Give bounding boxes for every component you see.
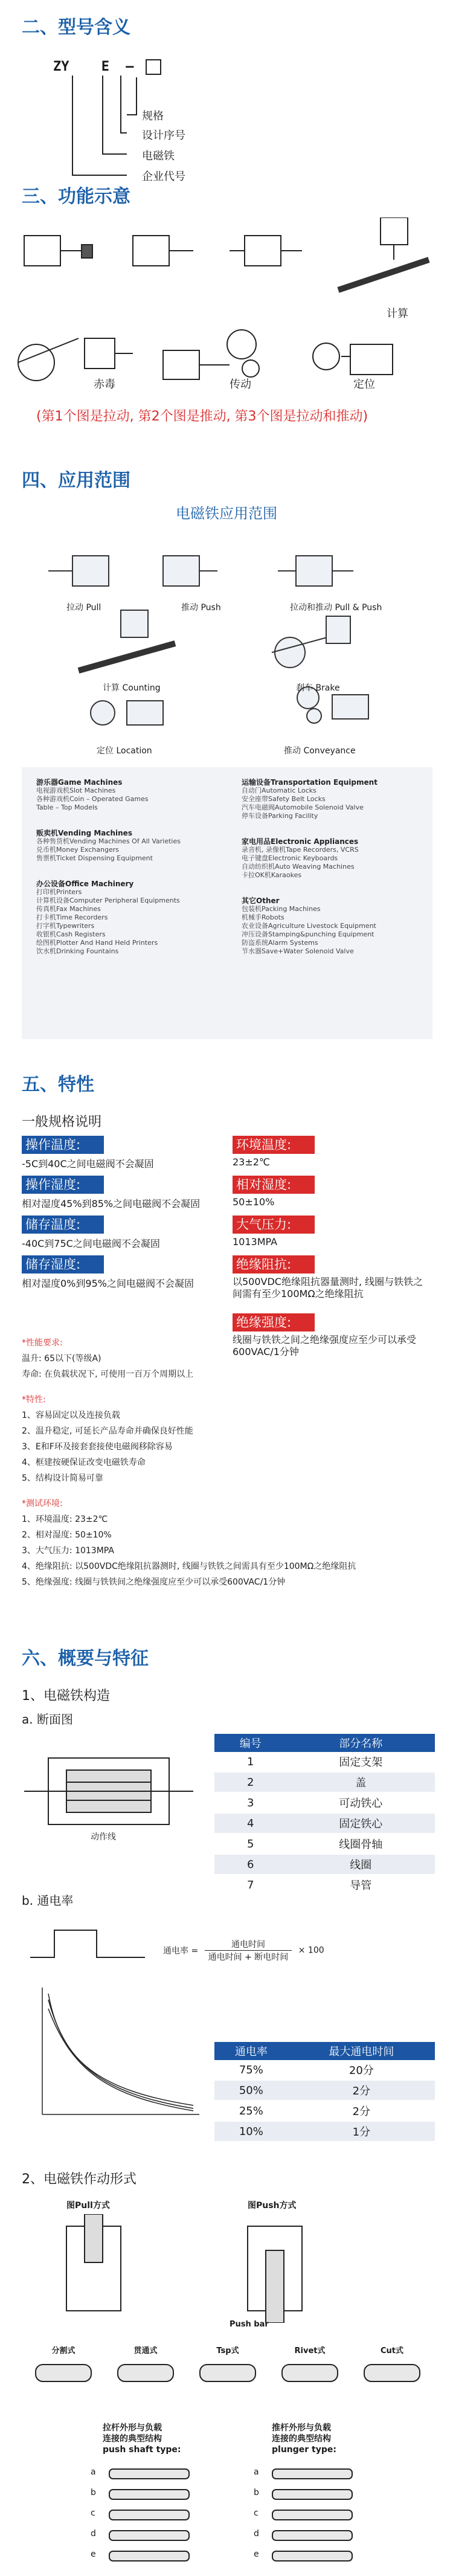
plunger-type-letter: a [91, 2467, 96, 2477]
application-group-item: 绘图机Plotter And Hand Held Printers [36, 939, 158, 947]
parts-name-cell: 固定铁心 [286, 1813, 435, 1834]
parts-row [214, 1752, 435, 1772]
app-caption-pull: 拉动 Pull [66, 603, 101, 613]
plunger-type-row [254, 2506, 374, 2523]
applications-diagrams [24, 532, 435, 731]
perf-item: 温升: 65以下(等级A) [22, 1354, 101, 1364]
parts-row [214, 1854, 435, 1875]
duty-table [214, 2042, 435, 2142]
pull-struct-line: push shaft type: [103, 2445, 181, 2455]
application-group-item: 防盗系统Alarm Systems [242, 939, 318, 947]
shaft-type-label: 贯通式 [133, 2346, 158, 2355]
shaft-type [271, 2344, 349, 2382]
section-characteristics [0, 1069, 453, 1643]
spec-right-head: 相对湿度: [233, 1176, 315, 1194]
model-label-spec: 规格 [142, 110, 164, 123]
shaft-type-label: Cut式 [380, 2346, 403, 2355]
duty-time-cell: 2分 [288, 2101, 435, 2121]
shaft-type-icon [199, 2364, 256, 2382]
model-prefix: ZY [53, 59, 69, 74]
feat-item: 5、结构设计简易可靠 [22, 1473, 103, 1483]
application-group-item: 售票机Ticket Dispensing Equipment [36, 854, 153, 862]
application-group-head: 游乐器Game Machines [36, 778, 123, 787]
plunger-shape [109, 2468, 190, 2479]
test-head: *测试环境: [22, 1499, 63, 1509]
plunger-type-row [91, 2547, 211, 2564]
push-struct-text [272, 2423, 336, 2455]
application-group-item: 机械手Robots [242, 913, 284, 921]
cross-section-diagram [24, 1734, 205, 1843]
push-struct-line: 连接的典型结构 [272, 2434, 331, 2444]
spec-right-value: 23±2℃ [233, 1156, 270, 1168]
perf-item: 寿命: 在负载状况下, 可使用一百万个周期以上 [22, 1370, 194, 1379]
shaft-type-icon [35, 2364, 92, 2382]
section-title: 四、应用范围 [22, 470, 130, 491]
parts-name-cell: 线圈 [286, 1854, 435, 1875]
parts-name-cell: 可动铁心 [286, 1792, 435, 1813]
parts-row [214, 1792, 435, 1813]
pull-struct-line: 拉杆外形与负载 [103, 2423, 162, 2433]
application-group [242, 897, 435, 956]
spec-right-head: 环境温度: [233, 1136, 315, 1154]
plunger-type-row [254, 2526, 374, 2543]
duty-curve [24, 1982, 205, 2133]
plunger-shape [272, 2530, 353, 2541]
plunger-type-row [254, 2547, 374, 2564]
section-title: 三、功能示意 [22, 186, 130, 207]
application-group [242, 837, 435, 880]
duty-rate-cell: 25% [214, 2101, 288, 2121]
duty-header-time: 最大通电时间 [288, 2042, 435, 2060]
plunger-type-letter: b [91, 2488, 96, 2497]
plunger-shape [272, 2468, 353, 2479]
cross-section-subtitle: a. 断面图 [22, 1712, 73, 1727]
application-group-item: 汽车电磁阀Automobile Solenoid Valve [242, 803, 364, 811]
parts-header-no: 编号 [214, 1734, 286, 1752]
perf-head: *性能要求: [22, 1338, 63, 1348]
application-group-head: 运输设备Transportation Equipment [242, 778, 378, 787]
application-group [36, 778, 230, 812]
parts-no-cell: 1 [214, 1752, 286, 1772]
model-dash: – [126, 59, 134, 74]
spec-right-value: 以500VDC绝缘阻抗器量测时, 线圈与铁铁之间需有至少100MΩ之绝缘阻抗 [233, 1276, 423, 1299]
application-group-head: 其它Other [242, 897, 280, 905]
structure-subtitle: 1、电磁铁构造 [22, 1689, 110, 1704]
application-group-item: 自动门Automatic Locks [242, 787, 316, 794]
parts-table [214, 1734, 435, 1896]
application-group-item: 饮水机Drinking Fountains [36, 947, 119, 955]
parts-no-cell: 7 [214, 1875, 286, 1895]
spec-right-head: 绝缘阻抗: [233, 1255, 315, 1274]
application-group [36, 829, 230, 863]
shaft-types-row [24, 2344, 435, 2410]
application-group-item: Table – Top Models [36, 803, 98, 811]
application-group-item: 包装机Packing Machines [242, 905, 321, 913]
parts-no-cell: 5 [214, 1834, 286, 1854]
duty-row [214, 2080, 435, 2101]
application-group [36, 880, 230, 956]
model-label-company: 企业代号 [142, 170, 185, 183]
application-group-item: 自动纺织机Auto Weaving Machines [242, 863, 355, 871]
shaft-type-label: Rivet式 [294, 2346, 326, 2355]
shaft-type [24, 2344, 103, 2382]
feat-item: 3、E和F环及接套套接使电磁阀移除容易 [22, 1442, 173, 1452]
pull-push-diagrams [24, 2214, 435, 2323]
plunger-type-letter: a [254, 2467, 259, 2477]
plunger-shape [109, 2489, 190, 2500]
feat-item: 2、温升稳定, 可延长产品寿命并确保良好性能 [22, 1426, 193, 1436]
duty-time-cell: 1分 [288, 2121, 435, 2142]
app-caption-location: 定位 Location [97, 746, 152, 756]
plunger-shape [272, 2551, 353, 2562]
test-item: 2、相对湿度: 50±10% [22, 1530, 112, 1540]
application-group-item: 农业设备Agriculture Livestock Equipment [242, 922, 376, 930]
plunger-type-letter: d [91, 2529, 96, 2539]
shaft-type-icon [364, 2364, 420, 2382]
test-item: 3、大气压力: 1013MPA [22, 1546, 114, 1556]
push-struct-line: plunger type: [272, 2445, 336, 2455]
plunger-type-letter: e [91, 2549, 96, 2559]
action-subtitle: 2、电磁铁作动形式 [22, 2172, 137, 2187]
application-group-item: 收银机Cash Registers [36, 930, 106, 938]
duty-header-rate: 通电率 [214, 2042, 288, 2060]
parts-no-cell: 4 [214, 1813, 286, 1834]
section-model-meaning [0, 0, 453, 181]
plunger-types [0, 2465, 453, 2574]
section-title: 二、型号含义 [22, 17, 130, 38]
duty-rate-cell: 75% [214, 2060, 288, 2080]
shaft-type [353, 2344, 431, 2382]
pushbar-label: Push bar [230, 2320, 269, 2329]
application-group-head: 贩卖机Vending Machines [36, 829, 132, 837]
application-group-item: 打印机Printers [36, 888, 82, 896]
plunger-type-row [91, 2526, 211, 2543]
formula-fraction [205, 1938, 292, 1963]
app-caption-conveyance: 推动 Conveyance [284, 746, 356, 756]
spec-left-head: 操作温度: [22, 1136, 104, 1154]
parts-header-name: 部分名称 [286, 1734, 435, 1752]
plunger-shape [109, 2510, 190, 2520]
plunger-shape [109, 2551, 190, 2562]
parts-row [214, 1875, 435, 1895]
application-group-item: 卡拉OK机Karaokes [242, 871, 302, 879]
applications-panel-title: 电磁铁应用范围 [176, 505, 277, 522]
test-item: 1、环境温度: 23±2℃ [22, 1515, 108, 1524]
spec-left-value: 相对湿度0%到95%之间电磁阀不会凝固 [22, 1278, 194, 1289]
shaft-type [188, 2344, 267, 2382]
pull-struct-text [103, 2423, 181, 2455]
application-group-item: 录音机, 录像机Tape Recorders, VCRS [242, 846, 359, 854]
formula-times: × 100 [298, 1945, 324, 1956]
spec-left-head: 储存湿度: [22, 1255, 104, 1274]
spec-right-value: 线圈与铁铁之间之绝缘强度应至少可以承受600VAC/1分钟 [233, 1334, 417, 1357]
parts-no-cell: 3 [214, 1792, 286, 1813]
parts-name-cell: 导管 [286, 1875, 435, 1895]
pull-label: 图Pull方式 [66, 2201, 110, 2211]
shaft-type-icon [281, 2364, 338, 2382]
section-title: 五、特性 [22, 1074, 94, 1095]
application-group-item: 冲压设备Stamping&punching Equipment [242, 930, 374, 938]
application-group-item: 电视游戏机Slot Machines [36, 787, 116, 794]
perf-block [22, 1335, 356, 1590]
app-caption-pullpush: 拉动和推动 Pull & Push [290, 603, 382, 613]
duty-rate-cell: 50% [214, 2080, 288, 2101]
duty-rate-cell: 10% [214, 2121, 288, 2142]
parts-row [214, 1834, 435, 1854]
application-group-item: 打字机Typewriters [36, 922, 95, 930]
caption-brake: 赤毒 [94, 378, 115, 391]
application-group-head: 办公设备Office Machinery [36, 880, 134, 888]
app-caption-counting: 计算 Counting [103, 683, 161, 693]
application-group-item: 节水器Save+Water Solenoid Valve [242, 947, 354, 955]
application-group-item: 停车设备Parking Facility [242, 812, 318, 820]
duty-time-cell: 20分 [288, 2060, 435, 2080]
spec-left-head: 储存温度: [22, 1216, 104, 1234]
function-note: (第1个图是拉动, 第2个图是推动, 第3个图是拉动和推动) [36, 409, 368, 424]
section-function [0, 181, 453, 441]
application-group-item: 各种游戏机Coin – Operated Games [36, 795, 149, 803]
application-group-item: 打卡机Time Recorders [36, 913, 108, 921]
shaft-type-label: 分割式 [51, 2346, 76, 2355]
section-overview [0, 1643, 453, 2576]
spec-right-value: 50±10% [233, 1196, 275, 1208]
duty-formula [163, 1938, 324, 1963]
app-caption-brake: 刹车 Brake [296, 683, 340, 693]
application-group-item: 电子键盘Electronic Keyboards [242, 854, 338, 862]
shaft-type [106, 2344, 185, 2382]
spec-right-head: 绝缘强度: [233, 1313, 315, 1331]
model-label-solenoid: 电磁铁 [142, 150, 175, 163]
caption-transmission: 传动 [230, 378, 251, 391]
plunger-type-row [254, 2465, 374, 2482]
duty-pulse-diagram [30, 1921, 151, 1969]
application-group-item: 兑币机Money Exchangers [36, 846, 119, 854]
section-title: 六、概要与特征 [22, 1648, 149, 1669]
duty-subtitle: b. 通电率 [22, 1893, 74, 1908]
plunger-type-row [91, 2465, 211, 2482]
app-caption-push: 推动 Push [181, 603, 221, 613]
application-group-item: 各种售货机Vending Machines Of All Varieties [36, 837, 181, 845]
plunger-type-letter: b [254, 2488, 259, 2497]
plunger-type-letter: c [254, 2508, 259, 2518]
feat-head: *特性: [22, 1395, 46, 1405]
duty-row [214, 2101, 435, 2121]
parts-name-cell: 固定支架 [286, 1752, 435, 1772]
formula-den: 通电时间 + 断电时间 [208, 1953, 289, 1962]
shaft-type-icon [117, 2364, 174, 2382]
duty-row [214, 2121, 435, 2142]
plunger-shape [272, 2510, 353, 2520]
plunger-type-row [254, 2485, 374, 2502]
caption-count: 计算 [387, 308, 408, 320]
plunger-type-letter: d [254, 2529, 259, 2539]
application-group-item: 计算机设备Computer Peripheral Equipments [36, 897, 180, 904]
duty-time-cell: 2分 [288, 2080, 435, 2101]
parts-no-cell: 2 [214, 1772, 286, 1792]
push-label: 图Push方式 [248, 2201, 297, 2211]
spec-left-value: -40C到75C之间电磁阀不会凝固 [22, 1238, 160, 1249]
formula-num: 通电时间 [205, 1938, 292, 1951]
parts-row [214, 1772, 435, 1792]
application-group-head: 家电用品Electronic Appliances [242, 837, 359, 846]
test-item: 5、绝缘强度: 线圈与铁铁间之绝缘强度应至少可以承受600VAC/1分钟 [22, 1577, 286, 1587]
plunger-type-row [91, 2506, 211, 2523]
application-group-item: 安全座带Safety Belt Locks [242, 795, 326, 803]
section-applications [0, 465, 453, 1051]
application-group-item: 传真机Fax Machines [36, 905, 101, 913]
plunger-shape [272, 2489, 353, 2500]
feat-item: 1、容易固定以及连接负载 [22, 1411, 120, 1420]
spec-subtitle: 一般规格说明 [22, 1115, 102, 1130]
parts-name-cell: 盖 [286, 1772, 435, 1792]
spec-left-value: -5C到40C之间电磁阀不会凝固 [22, 1158, 154, 1170]
spec-right-value: 1013MPA [233, 1236, 278, 1248]
spec-left-head: 操作湿度: [22, 1176, 104, 1194]
model-label-design: 设计序号 [142, 129, 185, 142]
plunger-shape [109, 2530, 190, 2541]
duty-row [214, 2060, 435, 2080]
feat-item: 4、框建按硬保证改变电磁铁寿命 [22, 1458, 146, 1467]
spec-right-head: 大气压力: [233, 1216, 315, 1234]
parts-name-cell: 线圈骨轴 [286, 1834, 435, 1854]
plunger-type-letter: e [254, 2549, 259, 2559]
test-item: 4、绝缘阻抗: 以500VDC绝缘阻抗器测时, 线圈与铁铁之间需具有至少100MΩ之绝缘阻抗 [22, 1562, 356, 1571]
model-e: E [101, 59, 109, 74]
formula-lhs: 通电率 = [163, 1946, 199, 1956]
plunger-type-letter: c [91, 2508, 95, 2518]
pull-struct-line: 连接的典型结构 [103, 2434, 162, 2444]
application-group [242, 778, 435, 820]
shaft-type-label: Tsp式 [216, 2346, 239, 2355]
parts-row [214, 1813, 435, 1834]
spec-left-value: 相对湿度45%到85%之间电磁阀不会凝固 [22, 1198, 201, 1209]
parts-no-cell: 6 [214, 1854, 286, 1875]
plunger-type-row [91, 2485, 211, 2502]
cross-section-label: 动作线 [91, 1832, 116, 1842]
push-struct-line: 推杆外形与负载 [272, 2423, 331, 2433]
caption-position: 定位 [353, 378, 375, 391]
